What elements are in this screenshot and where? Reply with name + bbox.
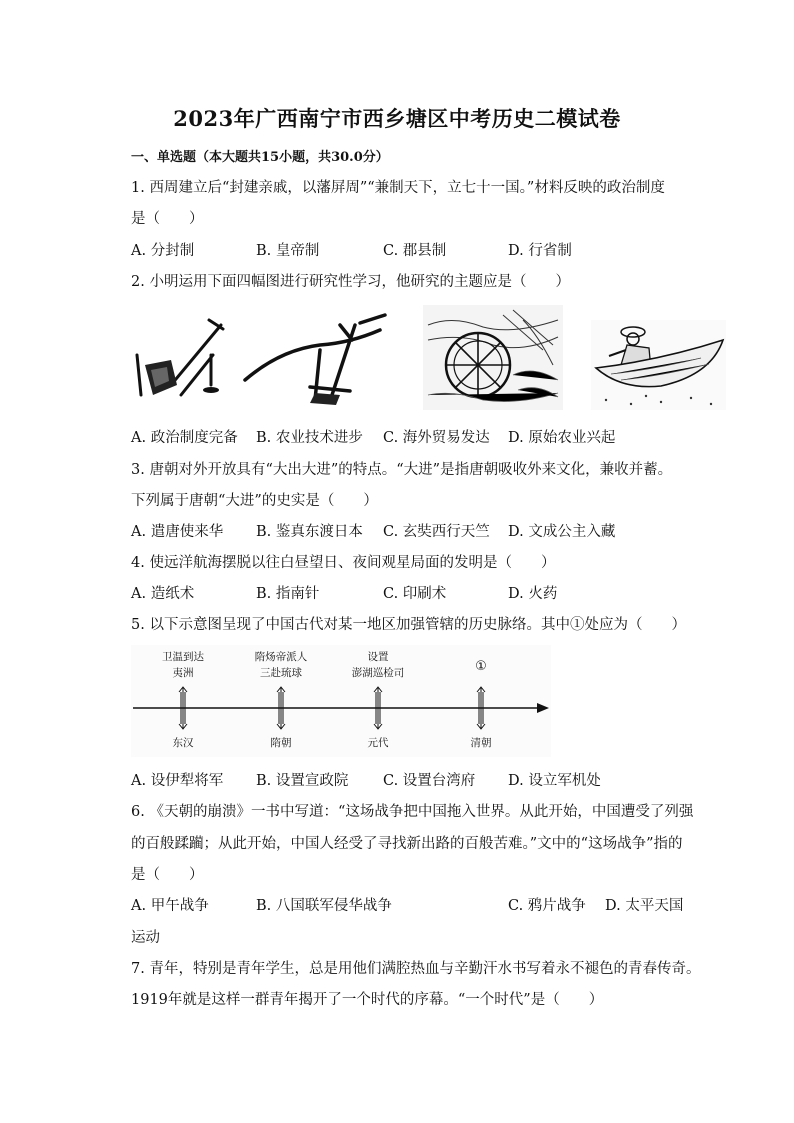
timeline-event-3-label-top: 设置: [367, 651, 389, 663]
question-2-option-b: B. 农业技术进步: [256, 430, 363, 446]
question-3-option-c: C. 玄奘西行天竺: [383, 524, 490, 540]
question-1-option-d: D. 行省制: [508, 243, 572, 259]
timeline-event-3-label-bottom: 澎湖巡检司: [351, 667, 405, 679]
water-wheel-picture: [423, 305, 563, 410]
question-6-stem: 6. 《天朝的崩溃》一书中写道：“这场战争把中国拖入世界。从此开始，中国遭受了列强: [131, 804, 694, 820]
farmer-boat-picture: [591, 320, 726, 410]
question-3-option-d: D. 文成公主入藏: [508, 524, 616, 540]
question-3-option-a: A. 遣唐使来华: [131, 524, 224, 540]
timeline-event-1-dynasty: 东汉: [172, 737, 194, 749]
question-6-option-d: D. 太平天国: [605, 898, 684, 914]
timeline-event-1-label-top: 卫温到达: [162, 651, 204, 663]
question-7-stem: 7. 青年，特别是青年学生，总是用他们满腔热血与辛勤汗水书写着永不褪色的青春传奇。: [131, 961, 701, 977]
question-2-option-d: D. 原始农业兴起: [508, 430, 616, 446]
timeline-event-2-dynasty: 隋朝: [270, 737, 292, 749]
question-6-option-d-wrap: 运动: [131, 930, 160, 946]
question-4-option-d: D. 火药: [508, 586, 558, 602]
question-1-stem-cont: 是（ ）: [131, 211, 204, 227]
question-5-option-c: C. 设置台湾府: [383, 773, 476, 789]
timeline-event-2-label-top: 隋炀帝派人: [254, 651, 308, 663]
question-1-stem: 1. 西周建立后“封建亲戚，以藩屏周”“兼制天下，立七十一国。”材料反映的政治制度: [131, 180, 665, 196]
question-5-option-b: B. 设置宣政院: [256, 773, 349, 789]
question-3-option-b: B. 鉴真东渡日本: [256, 524, 363, 540]
question-6-stem-end: 是（ ）: [131, 867, 204, 883]
question-6-option-a: A. 甲午战争: [131, 898, 209, 914]
question-4-stem: 4. 使远洋航海摆脱以往白昼望日、夜间观星局面的发明是（ ）: [131, 555, 556, 571]
timeline-event-4-dynasty: 清朝: [470, 737, 492, 749]
question-4-option-a: A. 造纸术: [131, 586, 195, 602]
timeline-event-1-label-bottom: 夷洲: [172, 667, 194, 679]
timeline-event-4-label-top: ①: [475, 659, 487, 674]
question-1-option-a: A. 分封制: [131, 243, 195, 259]
question-5-option-a: A. 设伊犁将军: [131, 773, 224, 789]
plough-picture-1: [131, 315, 226, 415]
question-6-stem-cont: 的百般蹂躏；从此开始，中国人经受了寻找新出路的百般苦难。”文中的“这场战争”指的: [131, 836, 683, 852]
question-2-stem: 2. 小明运用下面四幅图进行研究性学习，他研究的主题应是（ ）: [131, 274, 570, 290]
timeline-event-2-label-bottom: 三赴琉球: [260, 667, 302, 679]
plough-picture-2: [240, 305, 390, 415]
question-2-option-c: C. 海外贸易发达: [383, 430, 490, 446]
question-4-option-c: C. 印刷术: [383, 586, 447, 602]
page-title: 2023年广西南宁市西乡塘区中考历史二模试卷: [173, 106, 621, 131]
question-6-option-b: B. 八国联军侵华战争: [256, 898, 392, 914]
question-1-option-c: C. 郡县制: [383, 243, 447, 259]
question-5-stem: 5. 以下示意图呈现了中国古代对某一地区加强管辖的历史脉络。其中①处应为（ ）: [131, 617, 686, 633]
section-heading: 一、单选题（本大题共15小题，共30.0分）: [131, 150, 389, 165]
question-4-option-b: B. 指南针: [256, 586, 320, 602]
question-3-stem: 3. 唐朝对外开放具有“大出大进”的特点。“大进”是指唐朝吸收外来文化，兼收并蓄。: [131, 462, 673, 478]
question-6-option-c: C. 鸦片战争: [508, 898, 586, 914]
question-7-stem-cont: 1919年就是这样一群青年揭开了一个时代的序幕。“一个时代”是（ ）: [131, 992, 604, 1008]
question-3-stem-cont: 下列属于唐朝“大进”的史实是（ ）: [131, 493, 378, 509]
question-5-option-d: D. 设立军机处: [508, 773, 601, 789]
timeline-event-3-dynasty: 元代: [367, 737, 389, 749]
question-2-option-a: A. 政治制度完备: [131, 430, 238, 446]
timeline-diagram: [131, 645, 551, 757]
question-1-option-b: B. 皇帝制: [256, 243, 320, 259]
